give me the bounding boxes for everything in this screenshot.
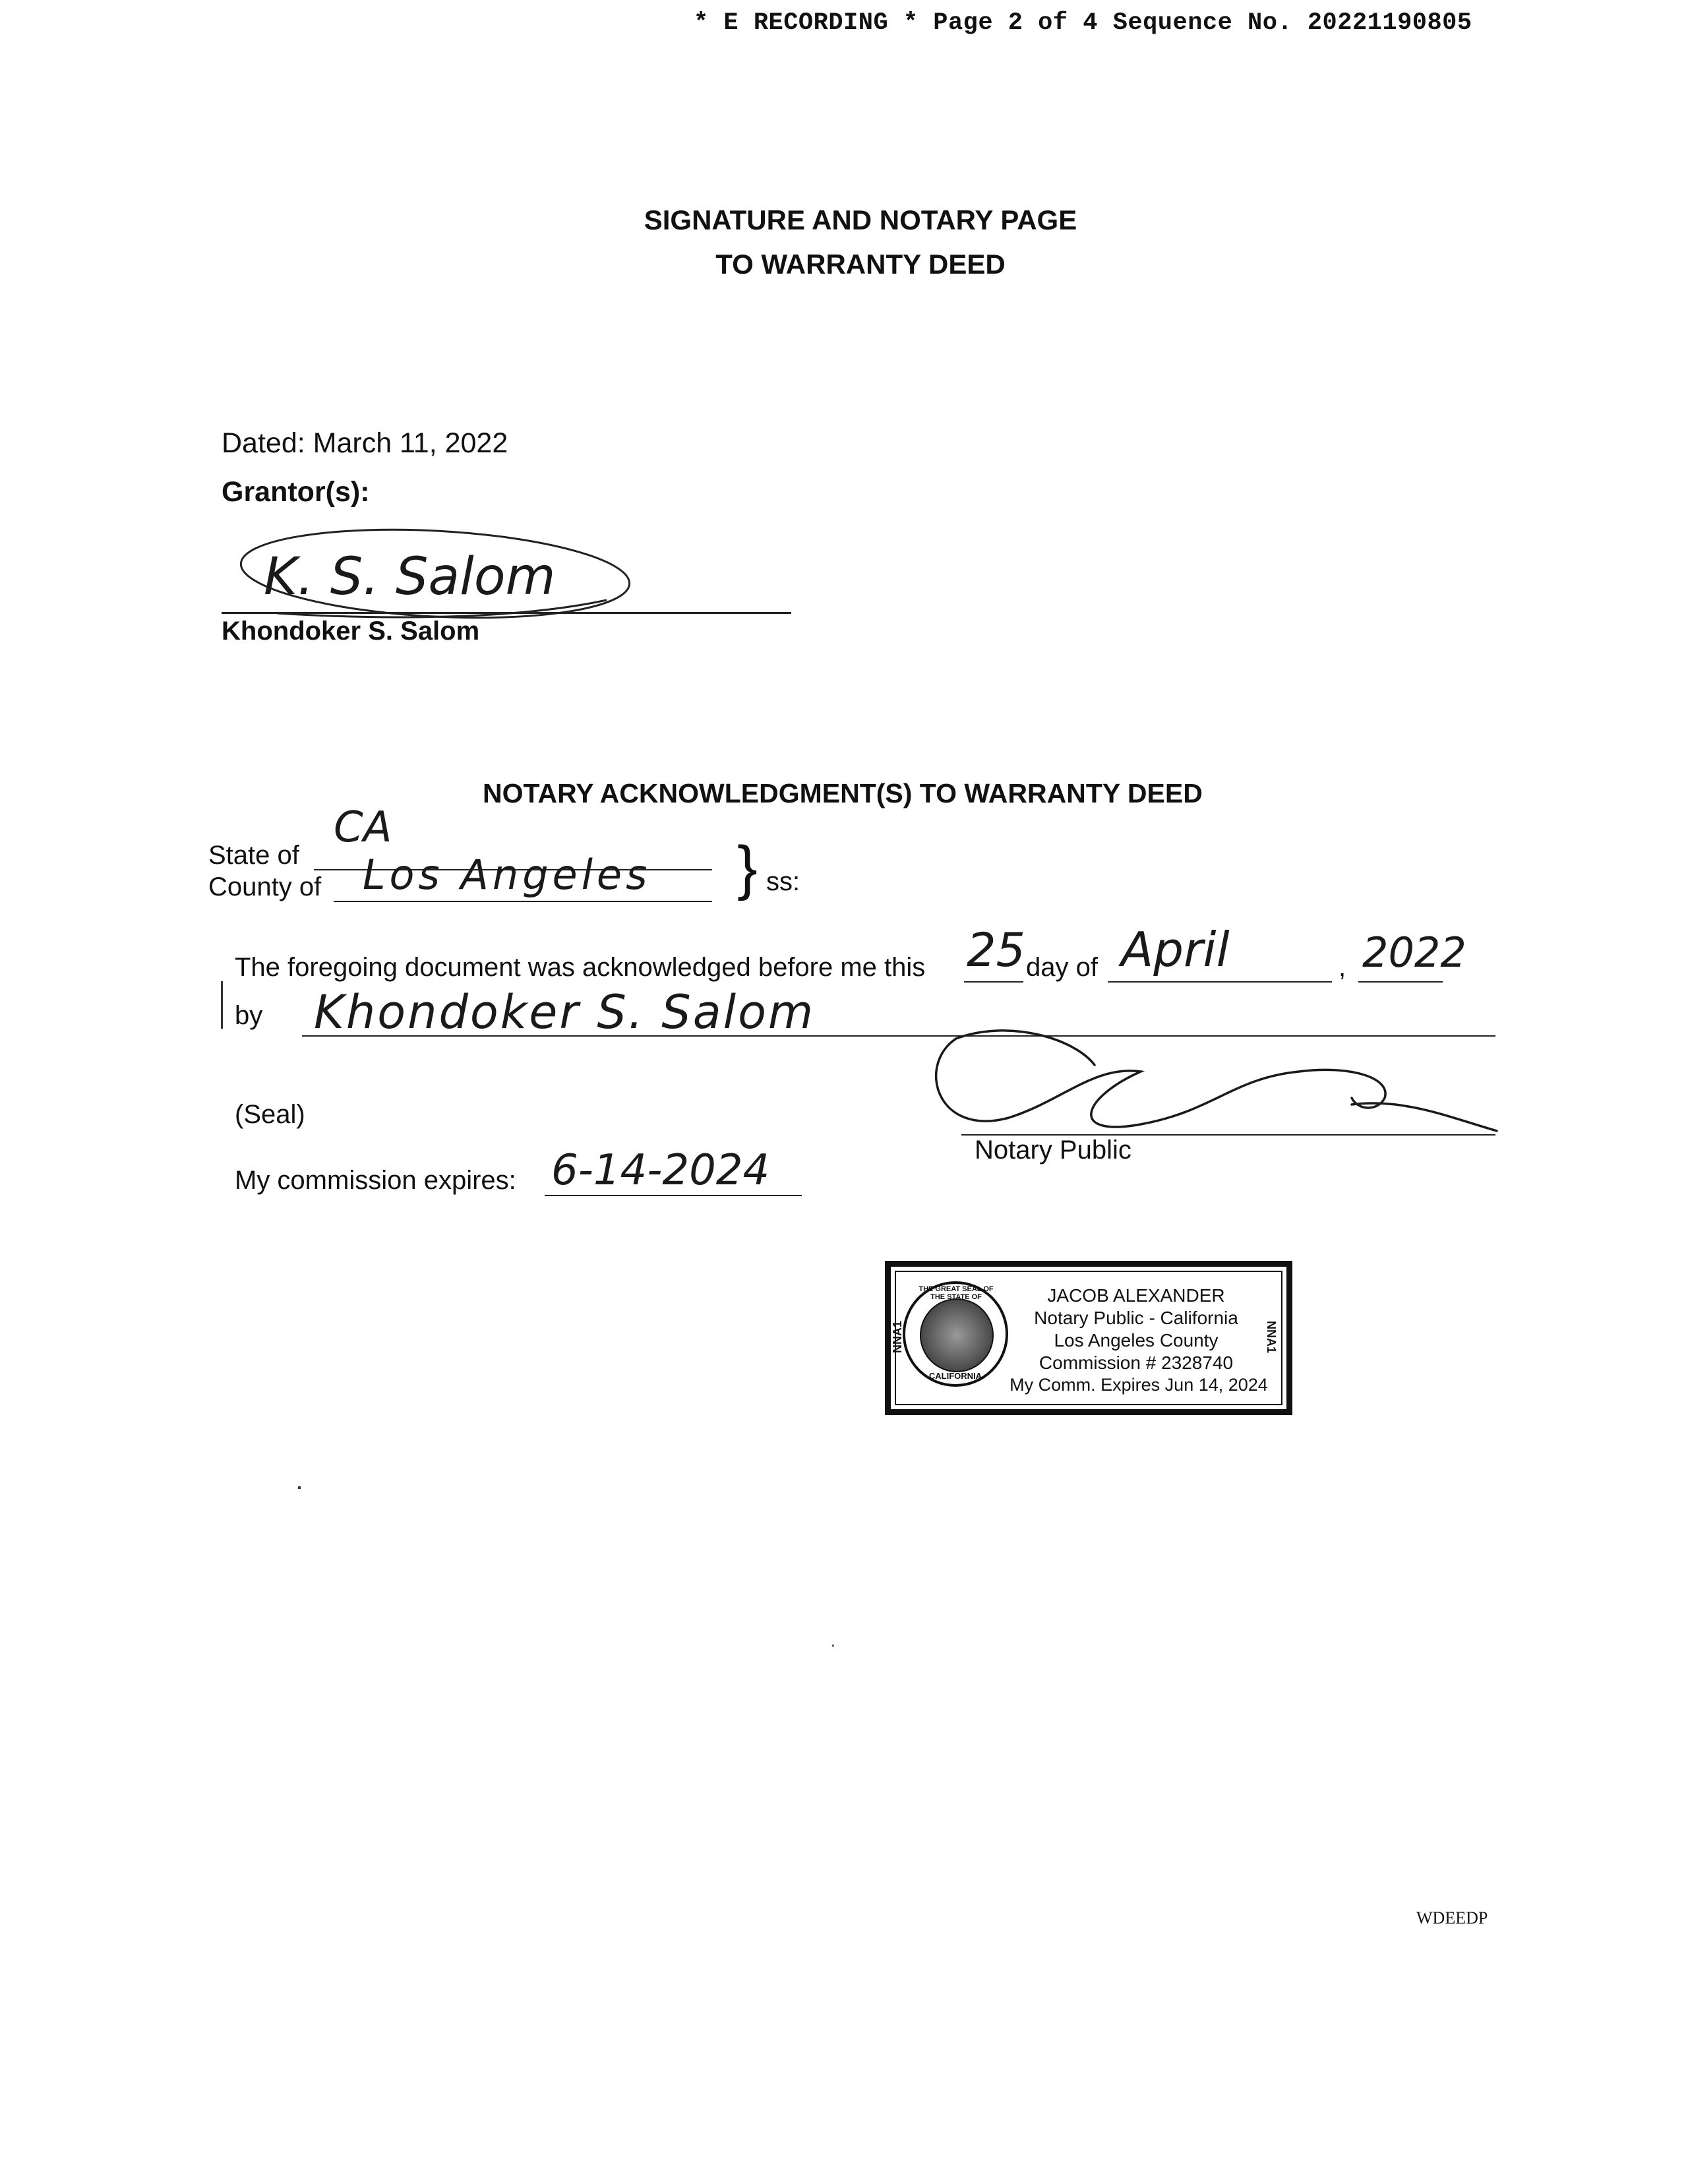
day-of-label: day of [1026, 953, 1098, 982]
brace: } [737, 834, 758, 901]
commission-line [545, 1195, 802, 1196]
seal-text-top: THE GREAT SEAL OF THE STATE OF [919, 1285, 994, 1301]
commission-value: 6-14-2024 [551, 1146, 770, 1195]
year-line [1358, 981, 1443, 983]
recording-header: * E RECORDING * Page 2 of 4 Sequence No. 20221190805 [694, 9, 1472, 37]
state-seal-inner [920, 1298, 994, 1372]
footer-code: WDEEDP [1416, 1908, 1488, 1927]
comma: , [1339, 953, 1346, 982]
commission-label: My commission expires: [235, 1166, 516, 1195]
stamp-side-left: NNA1 [891, 1320, 905, 1354]
state-label: State of [208, 841, 299, 870]
state-value: CA [334, 803, 392, 852]
stamp-side-right: NNA1 [1265, 1320, 1279, 1354]
speck [298, 1486, 301, 1489]
month-line [1108, 981, 1332, 983]
notary-stamp [885, 1261, 1292, 1415]
county-value: Los Angeles [363, 851, 651, 899]
stamp-expires: My Comm. Expires Jun 14, 2024 [1010, 1375, 1268, 1395]
by-label: by [235, 1001, 263, 1030]
ss-label: ss: [766, 867, 800, 896]
margin-mark [221, 981, 223, 1029]
notary-heading: NOTARY ACKNOWLEDGMENT(S) TO WARRANTY DEED [483, 778, 1203, 808]
seal-label: (Seal) [235, 1100, 305, 1129]
stamp-commission: Commission # 2328740 [1039, 1352, 1234, 1373]
notary-public-label: Notary Public [975, 1136, 1131, 1165]
by-value: Khondoker S. Salom [314, 985, 816, 1039]
month-value: April [1121, 922, 1230, 977]
ack-text: The foregoing document was acknowledged before me this [235, 953, 926, 982]
seal-text-bottom: CALIFORNIA [928, 1371, 982, 1381]
grantor-signature-line [222, 612, 791, 614]
state-seal [903, 1281, 1008, 1387]
grantor-name: Khondoker S. Salom [222, 617, 480, 646]
grantor-label: Grantor(s): [222, 476, 370, 508]
county-label: County of [208, 872, 322, 901]
stamp-county: Los Angeles County [1054, 1330, 1219, 1350]
year-value: 2022 [1362, 928, 1466, 977]
dated-line: Dated: March 11, 2022 [222, 427, 508, 459]
speck [832, 1645, 834, 1647]
county-line [334, 901, 712, 902]
stamp-name: JACOB ALEXANDER [1047, 1285, 1225, 1306]
day-value: 25 [967, 923, 1026, 977]
page-title-line1: SIGNATURE AND NOTARY PAGE [644, 204, 1077, 235]
day-line [964, 981, 1023, 983]
grantor-signature-text: K. S. Salom [264, 547, 556, 607]
stamp-title: Notary Public - California [1034, 1308, 1238, 1328]
page-title-line2: TO WARRANTY DEED [715, 249, 1006, 280]
